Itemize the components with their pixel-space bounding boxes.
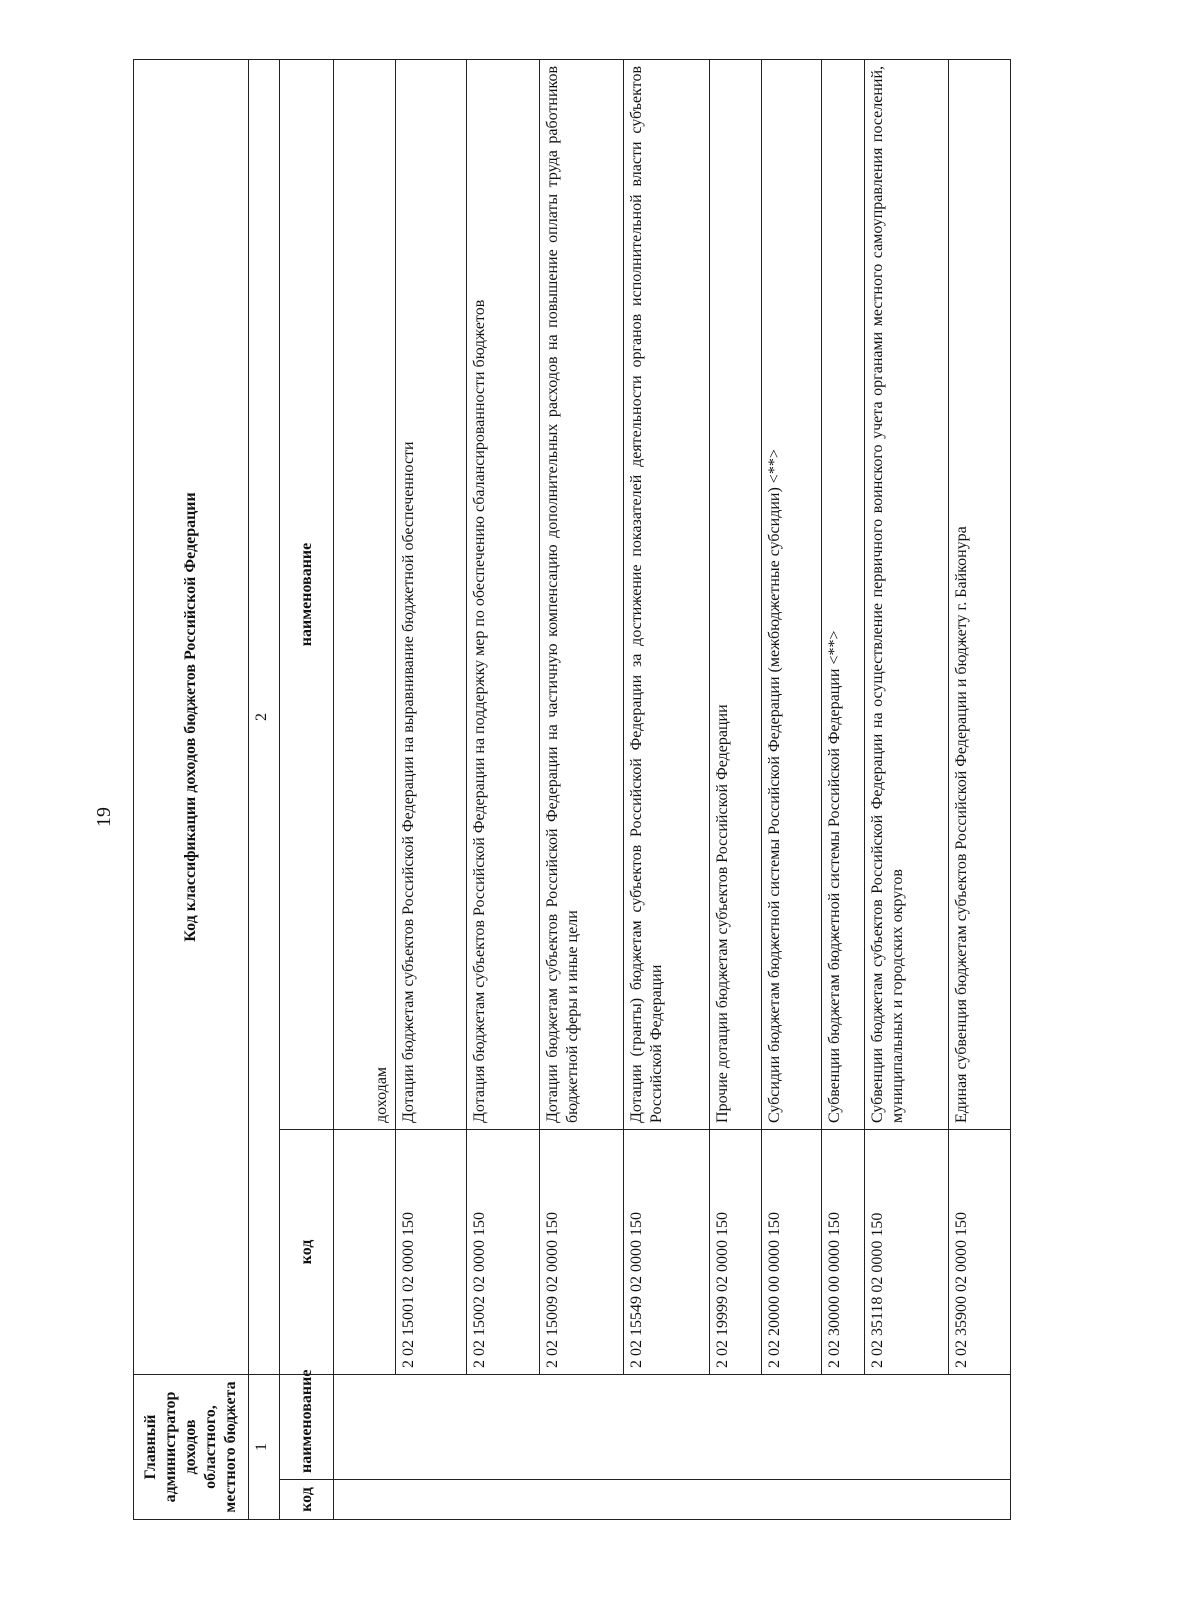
table-row: [710, 59, 762, 1519]
revenue-classification-table: [133, 59, 1011, 1520]
header-administrator: Главный администратор доходов областного, местного бюджета: [134, 1374, 249, 1519]
table-row: [948, 59, 1010, 1519]
revenue-code-cell: 2 02 15002 02 0000 150: [467, 1129, 540, 1374]
admin-code-cell: [333, 1480, 1010, 1520]
table-row: [540, 59, 624, 1519]
revenue-name-cell: Субсидии бюджетам бюджетной системы Российской Федерации (межбюджетные субсидии) <**>: [761, 59, 821, 1129]
header-classification-code: Код классификации доходов бюджетов Российской Федерации: [134, 59, 249, 1374]
revenue-code-cell: 2 02 35118 02 0000 150: [864, 1129, 948, 1374]
continuation-code-cell: [333, 1129, 395, 1374]
page-number: 19: [93, 807, 115, 827]
revenue-name-cell: Единая субвенция бюджетам субъектов Российской Федерации и бюджету г. Байконура: [948, 59, 1010, 1129]
header-row-groups: [134, 59, 249, 1519]
admin-name-cell: [333, 1374, 1010, 1479]
subheader-admin-name: наименование: [280, 1374, 334, 1479]
table-row: [467, 59, 540, 1519]
table-row: [821, 59, 864, 1519]
revenue-name-cell: Дотации бюджетам субъектов Российской Федерации на выравнивание бюджетной обеспеченности: [396, 59, 467, 1129]
revenue-code-cell: 2 02 15009 02 0000 150: [540, 1129, 624, 1374]
column-number-1: 1: [248, 1374, 279, 1519]
revenue-code-cell: 2 02 15549 02 0000 150: [624, 1129, 710, 1374]
subheader-revenue-code: код: [280, 1129, 334, 1374]
continuation-row: [333, 59, 395, 1519]
table-row: [864, 59, 948, 1519]
revenue-code-cell: 2 02 35900 02 0000 150: [948, 1129, 1010, 1374]
revenue-name-cell: Дотация бюджетам субъектов Российской Федерации на поддержку мер по обеспечению сбалансированности бюджетов: [467, 59, 540, 1129]
table-row: [396, 59, 467, 1519]
subheader-admin-code: код: [280, 1480, 334, 1520]
column-number-2: 2: [248, 59, 279, 1374]
table-row: [761, 59, 821, 1519]
revenue-code-cell: 2 02 30000 00 0000 150: [821, 1129, 864, 1374]
header-row-numbers: [248, 59, 279, 1519]
header-row-subcolumns: [280, 59, 334, 1519]
revenue-code-cell: 2 02 19999 02 0000 150: [710, 1129, 762, 1374]
revenue-name-cell: Дотации (гранты) бюджетам субъектов Российской Федерации за достижение показателей деятельности органов исполнительной власти субъектов Российской Федерации: [624, 59, 710, 1129]
revenue-name-cell: Прочие дотации бюджетам субъектов Российской Федерации: [710, 59, 762, 1129]
subheader-revenue-name: наименование: [280, 59, 334, 1129]
revenue-code-cell: 2 02 20000 00 0000 150: [761, 1129, 821, 1374]
revenue-name-cell: Субвенции бюджетам субъектов Российской Федерации на осуществление первичного воинского учета органами местного самоуправления поселений, муниципальных и городских округов: [864, 59, 948, 1129]
table-row: [624, 59, 710, 1519]
rotated-table-wrapper: [133, 60, 1011, 1520]
revenue-name-cell: Дотации бюджетам субъектов Российской Федерации на частичную компенсацию дополнительных расходов на повышение оплаты труда работников бюджетной сферы и иные цели: [540, 59, 624, 1129]
continuation-text: доходам: [333, 59, 395, 1129]
revenue-name-cell: Субвенции бюджетам бюджетной системы Российской Федерации <**>: [821, 59, 864, 1129]
revenue-code-cell: 2 02 15001 02 0000 150: [396, 1129, 467, 1374]
